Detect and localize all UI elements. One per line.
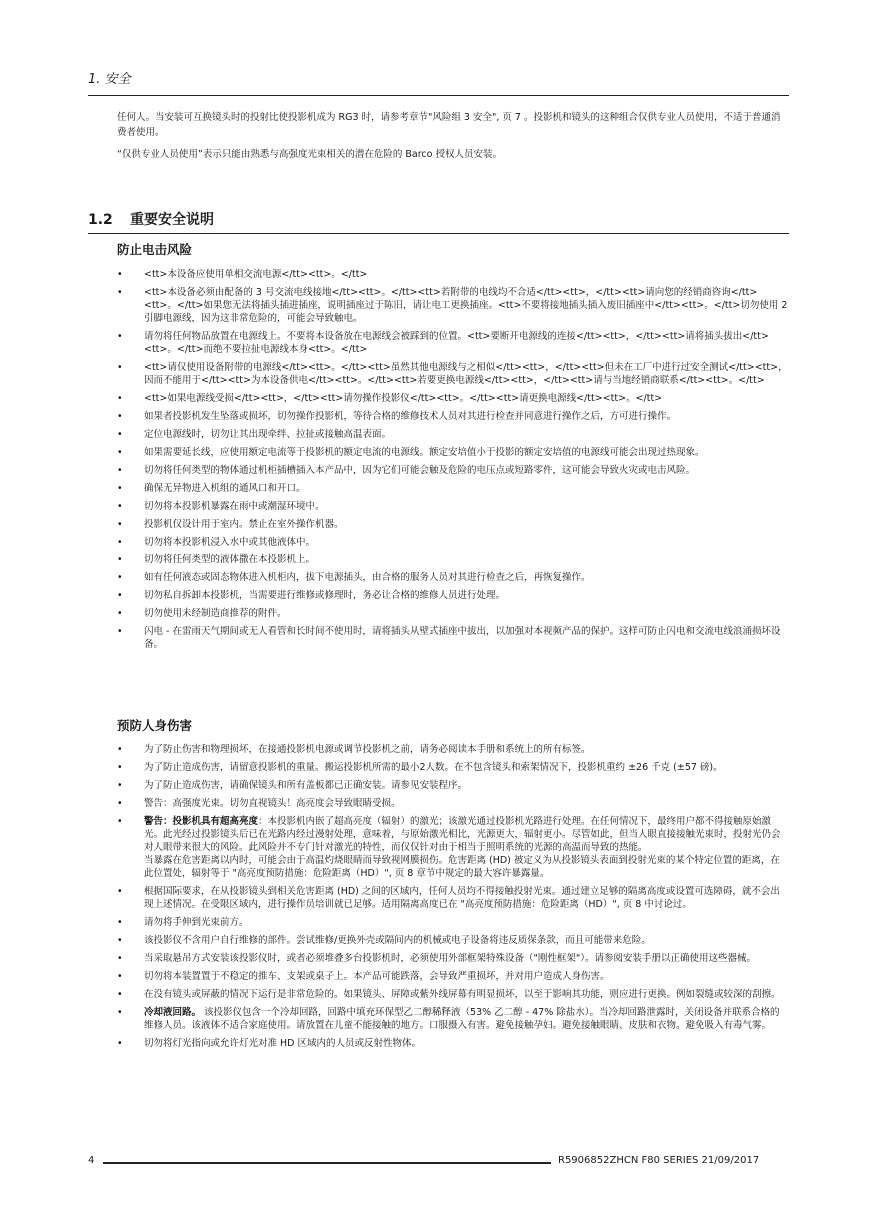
shock-list-item: • <tt>本设备必须由配备的 3 号交流电线接地</tt><tt>。</tt><tt>若附带的电线均不合适</tt><tt>，</tt><tt>请向您的经销商咨询</tt><tt>。</tt>如果您无法将插头插进插座，说明插座过于陈旧，请让电工更换插座。<tt>不要将接地插头插入废旧插座中</tt><tt>。</tt>切勿使用 2 引脚电源线，因为这非常危险的，可能会导致触电。 bbox=[117, 286, 789, 326]
item-text: 请勿将手伸到光束前方。 bbox=[144, 917, 249, 929]
item-text: 该投影仪不含用户自行维修的部件。尝试维修/更换外壳或隔间内的机械或电子设备将违反质保条款，而且可能带来危险。 bbox=[144, 935, 651, 947]
item-bold-lead: 警告：投影机具有超高亮度 bbox=[144, 815, 259, 827]
item-text: 根据国际要求，在从投影镜头到相关危害距离 (HD) 之间的区域内，任何人员均不得接触投射光束。通过建立足够的隔离高度或设置可选障碍，就不会出现上述情况。在受限区域内，进行操作员培训就已足够。适用隔离高度已在 "高亮度预防措施：危险距离（HD）", 页 8 中讨论过。 bbox=[144, 886, 780, 911]
intro-paragraph-2: “仅供专业人员使用”表示只能由熟悉与高强度光束相关的潜在危险的 Barco 授权人员安装。 bbox=[117, 149, 502, 160]
shock-list-item: • 切勿将本投影机暴露在雨中或潮湿环境中。 bbox=[117, 500, 789, 513]
shock-list-item: • <tt>本设备应使用单相交流电源</tt><tt>。</tt> bbox=[117, 268, 789, 281]
shock-list-item: • 如有任何液态或固态物体进入机柜内，拔下电源插头，由合格的服务人员对其进行检查之后，再恢复操作。 bbox=[117, 571, 789, 584]
shock-list bbox=[117, 268, 789, 656]
item-text: 为了防止伤害和物理损坏，在接通投影机电源或调节投影机之前，请务必阅读本手册和系统上的所有标签。 bbox=[144, 744, 591, 755]
item-text: ：本投影机内嵌了超高亮度（辐射）的激光；该激光通过投影机光路进行处理。在任何情况下，最终用户都不得接触原始激光。此光经过投影镜头后已在光路内经过漫射处理，意味着，与原始激光相比，光源更大，辐射更小。尽管如此，但当人眼直接接触光束时，投射光仍会对人眼带来很大的风险。此风险并不专门针对激光的特性，而仅仅针对由于相当于照明系统的光源的高温而导致的热能。 bbox=[144, 815, 781, 853]
section-title: 重要安全说明 bbox=[130, 212, 214, 228]
shock-list-item: • 确保无异物进入机组的通风口和开口。 bbox=[117, 482, 789, 495]
shock-list-item: • 定位电源线时，切勿让其出现牵绊、拉扯或接触高温表面。 bbox=[117, 428, 789, 441]
injury-list-item bbox=[117, 885, 789, 911]
injury-list-item bbox=[117, 970, 789, 983]
item-bold-lead: 冷却液回路。 bbox=[144, 1006, 202, 1018]
item-text: 在没有镜头或屏蔽的情况下运行是非常危险的。如果镜头、屏障或紫外线屏幕有明显损坏，以至于影响其功能，则应进行更换。例如裂缝或较深的刮擦。 bbox=[144, 988, 781, 1000]
shock-list-item: • 切勿使用未经制造商推荐的附件。 bbox=[117, 607, 789, 620]
item-text: 为了防止造成伤害，请留意投影机的重量。搬运投影机所需的最小2人数。在不包含镜头和索架情况下，投影机重约 ±26 千克 (±57 磅)。 bbox=[144, 761, 723, 773]
injury-list-item bbox=[117, 934, 789, 947]
item-text: 当采取悬吊方式安装该投影仪时，或者必须堆叠多台投影机时，必须使用外部框架特殊设备（"刚性框架"）。请参阅安装手册以正确使用这些器械。 bbox=[144, 953, 756, 965]
item-text: 为了防止造成伤害，请确保镜头和所有盖板都已正确安装。请参见安装程序。 bbox=[144, 779, 468, 791]
footer-document-id: R5906852ZHCN F80 SERIES 21/09/2017 bbox=[558, 1155, 760, 1166]
injury-heading: 预防人身伤害 bbox=[117, 718, 193, 733]
item-text-continued: 当暴露在危害距离以内时，可能会由于高温灼烧眼睛而导致视网膜损伤。危害距离 (HD) 被定义为从投影镜头表面到投射光束的某个特定位置的距离，在此位置处，辐射等于 "高亮度预防措施：危险距离（HD）", 页 8 章节中规定的最大容许暴露量。 bbox=[144, 855, 780, 880]
section-rule bbox=[88, 233, 789, 234]
shock-list-item: • 切勿私自拆卸本投影机，当需要进行维修或修理时，务必让合格的维修人员进行处理。 bbox=[117, 589, 789, 602]
item-text: 该投影仪包含一个冷却回路，回路中填充环保型乙二醇稀释液（53% 乙二醇 - 47% 除盐水）。当冷却回路泄露时，关闭设备并联系合格的维修人员。该液体不适合家庭使用。请放置在儿童不能接触的地方。口服摄入有害。避免接触孕妇。避免接触眼睛、皮肤和衣物。避免吸入有毒气雾。 bbox=[144, 1006, 780, 1032]
shock-list-item: • 切勿将任何类型的液体撒在本投影机上。 bbox=[117, 553, 789, 566]
shock-list-item: • 如果需要延长线，应使用额定电流等于投影机的额定电流的电源线。额定安培值小于投影的额定安培值的电源线可能会出现过热现象。 bbox=[117, 446, 789, 459]
injury-list-item bbox=[117, 761, 789, 774]
injury-list-item bbox=[117, 916, 789, 929]
injury-list-item bbox=[117, 743, 789, 756]
shock-heading: 防止电击风险 bbox=[117, 242, 193, 257]
injury-list-item bbox=[117, 797, 789, 810]
injury-list-item bbox=[117, 988, 789, 1001]
header-rule bbox=[88, 95, 789, 96]
shock-list-item: • <tt>如果电源线受损</tt><tt>，</tt><tt>请勿操作投影仪</tt><tt>。</tt><tt>请更换电源线</tt><tt>。</tt> bbox=[117, 392, 789, 405]
section-number: 1.2 bbox=[88, 212, 113, 228]
shock-list-item: • <tt>请仅使用设备附带的电源线</tt><tt>。</tt><tt>虽然其他电源线与之相似</tt><tt>，</tt><tt>但未在工厂中进行过安全测试</tt><tt>，因而不能用于</tt><tt>为本设备供电</tt><tt>。</tt><tt>若要更换电源线</tt><tt>，</tt><tt>请与当地经销商联系</tt><tt>。</tt> bbox=[117, 361, 789, 387]
injury-list-item bbox=[117, 815, 789, 881]
shock-list-item: • 投影机仅设计用于室内。禁止在室外操作机器。 bbox=[117, 518, 789, 531]
shock-list-item: • 闪电 - 在雷雨天气期间或无人看管和长时间不使用时，请将插头从壁式插座中拔出，以加强对本视频产品的保护。这样可防止闪电和交流电线浪涌损坏设备。 bbox=[117, 625, 789, 651]
injury-list-item bbox=[117, 779, 789, 792]
intro-paragraph-1: 任何人。当安装可互换镜头时的投射比使投影机成为 RG3 时，请参考章节"风险组 3 安全", 页 7 。投影机和镜头的这种组合仅供专业人员使用，不适于普通消费者使用。 bbox=[117, 112, 781, 138]
footer-rule bbox=[103, 1162, 551, 1164]
item-text: 切勿将本装置置于不稳定的推车、支架或桌子上。本产品可能跌落，会导致严重损坏，并对用户造成人身伤害。 bbox=[144, 971, 610, 983]
injury-list-item bbox=[117, 1006, 789, 1032]
section-heading bbox=[88, 209, 214, 229]
injury-list-item bbox=[117, 952, 789, 965]
injury-list bbox=[117, 743, 789, 1055]
shock-list-item: • 切勿将本投影机浸入水中或其他液体中。 bbox=[117, 536, 789, 549]
page-number: 4 bbox=[88, 1155, 95, 1166]
shock-list-item: • 请勿将任何物品放置在电源线上。不要将本设备放在电源线会被踩到的位置。<tt>要断开电源线的连接</tt><tt>，</tt><tt>请将插头拔出</tt><tt>。</tt>而绝不要拉扯电源线本身<tt>。</tt> bbox=[117, 330, 789, 356]
injury-list-item bbox=[117, 1037, 789, 1050]
shock-list-item: • 切勿将任何类型的物体通过机柜插槽插入本产品中，因为它们可能会触及危险的电压点或短路零件，这可能会导致火灾或电击风险。 bbox=[117, 464, 789, 477]
chapter-header: 1. 安全 bbox=[88, 72, 131, 87]
item-text: 警告：高强度光束。切勿直视镜头！高亮度会导致眼睛受损。 bbox=[144, 797, 401, 809]
shock-list-item: • 如果者投影机发生坠落或损坏，切勿操作投影机，等待合格的维修技术人员对其进行检查并同意进行操作之后，方可进行操作。 bbox=[117, 410, 789, 423]
item-text: 切勿将灯光指向或允许灯光对准 HD 区域内的人员或反射性物体。 bbox=[144, 1037, 421, 1049]
